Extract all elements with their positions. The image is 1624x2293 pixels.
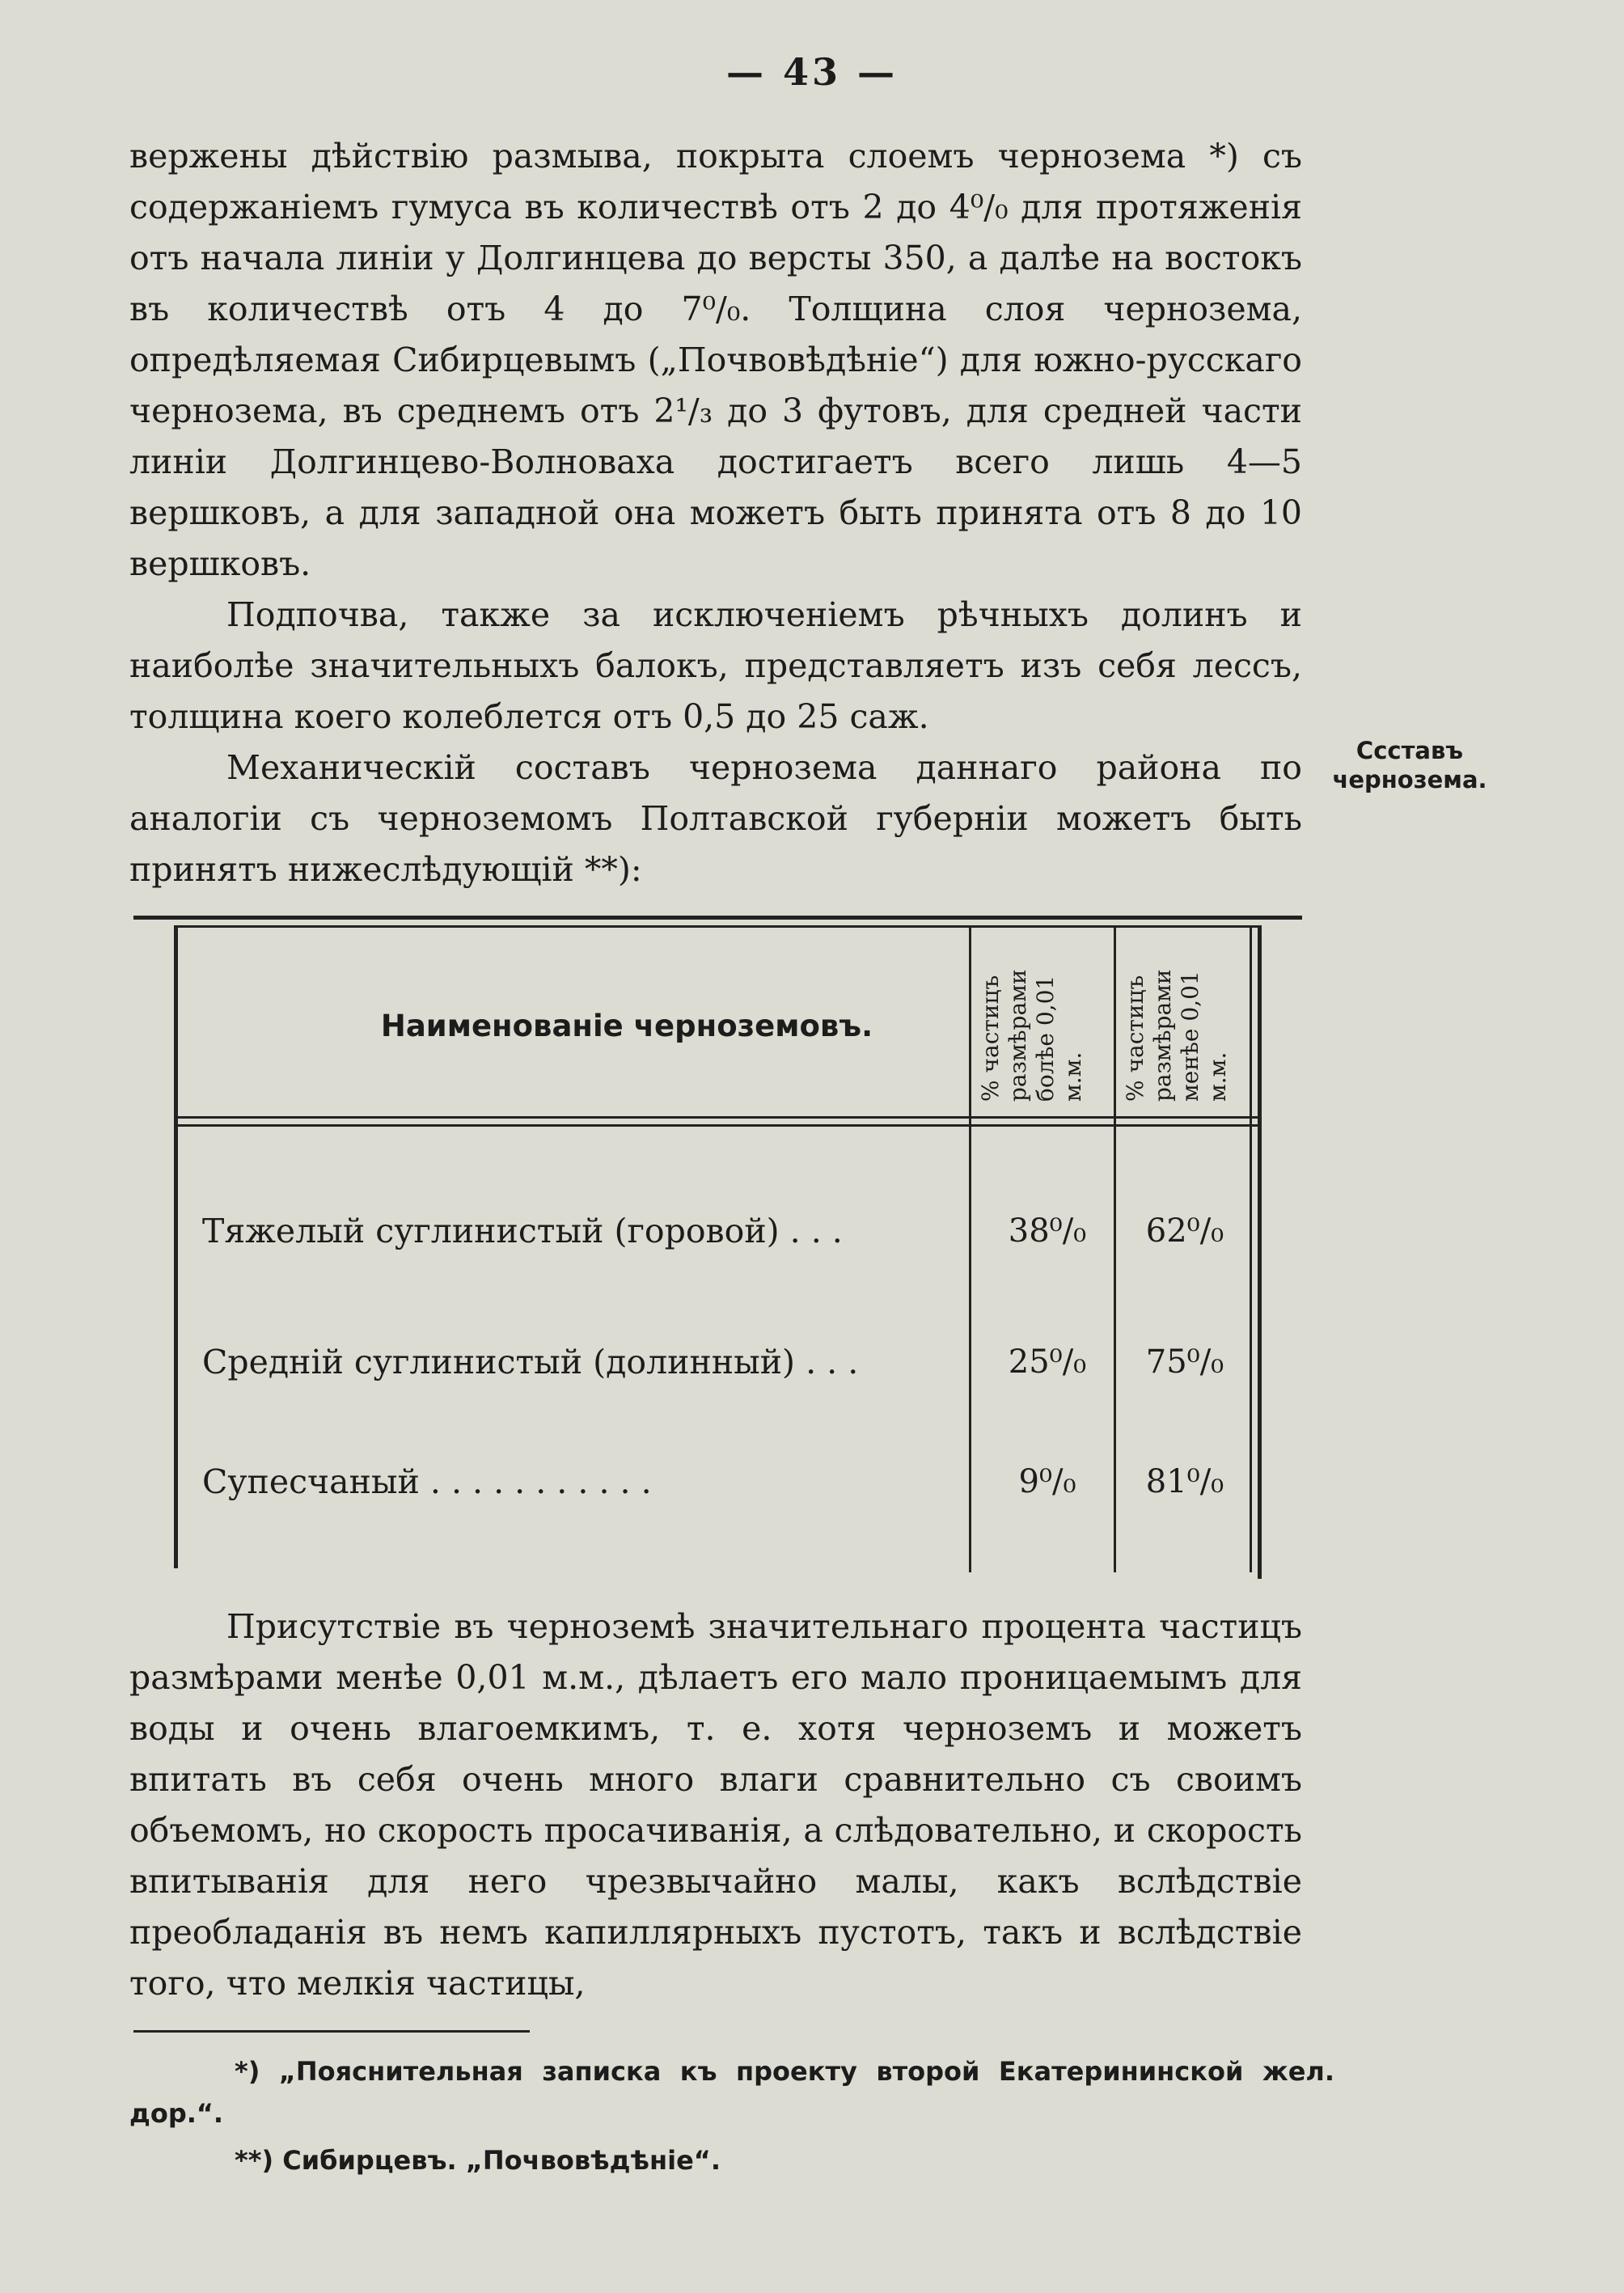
table-cell-more: 38⁰/₀ bbox=[1008, 1212, 1087, 1250]
page-number: — 43 — bbox=[725, 50, 899, 94]
body-text-top bbox=[129, 131, 1302, 895]
paragraph: Механическій составъ чернозема даннаго района по аналогіи съ черноземомъ Полтавской губерніи можетъ быть принятъ нижеслѣдующій **): bbox=[129, 748, 1302, 889]
table-header-col-less: % частицъ размѣрами менѣе 0,01 м.м. bbox=[1122, 969, 1231, 1102]
paragraph: вержены дѣйствію размыва, покрыта слоемъ чернозема *) съ содержаніемъ гумуса въ количествѣ отъ 2 до 4⁰/₀ для протяженія отъ начала линіи у Долгинцева до версты 350, а далѣе на востокъ въ количествѣ отъ 4 до 7⁰/₀. Толщина слоя чернозема, опредѣляемая Сибирцевымъ („Почвовѣдѣніе“) для южно-русскаго чернозема, въ среднемъ отъ 2¹/₃ до 3 футовъ, для средней части линіи Долгинцево-Волноваха достигаетъ всего лишь 4—5 вершковъ, а для западной она можетъ быть принята отъ 8 до 10 вершковъ. bbox=[129, 137, 1302, 583]
table-header-rule-2 bbox=[178, 1124, 1258, 1127]
table-row-name: Тяжелый суглинистый (горовой) . . . bbox=[202, 1212, 843, 1250]
table-left-border bbox=[174, 925, 178, 1568]
table-right-border bbox=[1258, 925, 1262, 1579]
table-top-rule bbox=[133, 916, 1302, 920]
paragraph: Подпочва, также за исключеніемъ рѣчныхъ долинъ и наиболѣе значительныхъ балокъ, представляетъ изъ себя лессъ, толщина коего колеблется отъ 0,5 до 25 саж. bbox=[129, 595, 1302, 736]
table-header-col-more: % частицъ размѣрами болѣе 0,01 м.м. bbox=[977, 969, 1086, 1102]
body-text-bottom bbox=[129, 1601, 1302, 2009]
table-top-rule-inner bbox=[174, 925, 1258, 928]
footnote: **) Сибирцевъ. „Почвовѣдѣніе“. bbox=[235, 2145, 721, 2176]
footnote-rule bbox=[133, 2030, 530, 2033]
table-cell-less: 75⁰/₀ bbox=[1145, 1343, 1224, 1381]
table-cell-less: 81⁰/₀ bbox=[1145, 1463, 1224, 1500]
table-row-name: Средній суглинистый (долинный) . . . bbox=[202, 1343, 859, 1381]
table-header-name: Наименованіе черноземовъ. bbox=[380, 1009, 873, 1043]
margin-note: Ссставъ чернозема. bbox=[1332, 737, 1487, 793]
table-header-rule bbox=[178, 1116, 1258, 1119]
footnote: *) „Пояснительная записка къ проекту второй Екатерининской жел. дор.“. bbox=[129, 2056, 1334, 2129]
table-cell-less: 62⁰/₀ bbox=[1145, 1212, 1224, 1250]
table-cell-more: 9⁰/₀ bbox=[1018, 1463, 1076, 1500]
paragraph: Присутствіе въ черноземѣ значительнаго процента частицъ размѣрами менѣе 0,01 м.м., дѣлаетъ его мало проницаемымъ для воды и очень влагоемкимъ, т. е. хотя черноземъ и можетъ впитать въ себя очень много влаги сравнительно съ своимъ объемомъ, но скорость просачиванія, а слѣдовательно, и скорость впитыванія для него чрезвычайно малы, какъ вслѣдствіе преобладанія въ немъ капиллярныхъ пустотъ, такъ и вслѣдствіе того, что мелкія частицы, bbox=[129, 1607, 1302, 2003]
table-cell-more: 25⁰/₀ bbox=[1008, 1343, 1087, 1381]
composition-table bbox=[133, 916, 1302, 1579]
table-row-name: Супесчаный . . . . . . . . . . . bbox=[202, 1462, 652, 1501]
